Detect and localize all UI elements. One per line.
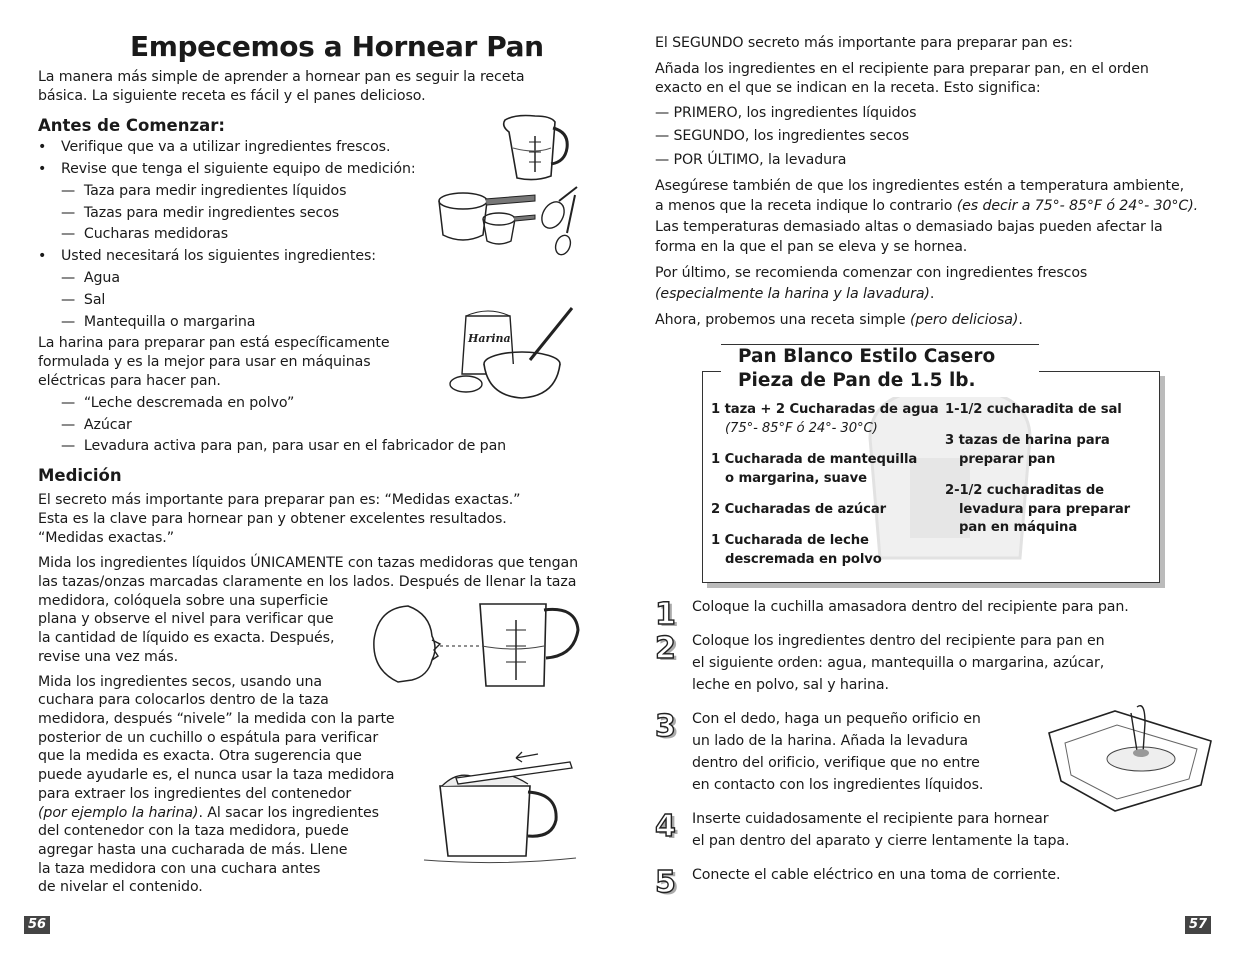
measure-line: de nivelar el contenido.: [38, 879, 203, 895]
ingredient-item: Mantequilla o margarina: [83, 314, 256, 330]
recipe-ingredient: 2 Cucharadas de azúcar: [711, 502, 887, 517]
body-text-part: .: [929, 286, 935, 302]
intro-line: básica. La siguiente receta es fácil y el panes delicioso.: [38, 88, 426, 104]
step-text: Con el dedo, haga un pequeño orificio en: [692, 711, 981, 727]
step-text: leche en polvo, sal y harina.: [692, 677, 889, 693]
bullet-dot: •: [38, 248, 47, 264]
dash-item: — Tazas para medir ingredientes secos: [61, 205, 340, 221]
measure-line: que la medida es exacta. Otra sugerencia que: [38, 748, 362, 764]
step-number: 3: [655, 709, 676, 744]
measure-line: la taza medidora con una cuchara antes: [38, 861, 321, 877]
step-text: el siguiente orden: agua, mantequilla o margarina, azúcar,: [692, 655, 1105, 671]
dash-item: — Mantequilla o margarina: [61, 314, 256, 330]
step-text: Coloque la cuchilla amasadora dentro del recipiente para pan.: [692, 599, 1129, 615]
measure-line-rest: . Al sacar los ingredientes: [198, 805, 379, 821]
measure-line: cuchara para colocarlos dentro de la taza: [38, 692, 329, 708]
recipe-ingredient: 1 taza + 2 Cucharadas de agua: [711, 402, 939, 417]
body-text: El SEGUNDO secreto más importante para preparar pan es:: [655, 35, 1073, 51]
order-item: — POR ÚLTIMO, la levadura: [655, 152, 847, 168]
body-text-italic: (pero deliciosa): [909, 312, 1019, 328]
measure-line: plana y observe el nivel para verificar que: [38, 611, 334, 627]
recipe-ingredient-cont: levadura para preparar: [959, 502, 1131, 517]
ingredient-item: Azúcar: [83, 417, 132, 433]
step-text: Coloque los ingredientes dentro del recipiente para pan en: [692, 633, 1105, 649]
dash-item: — Cucharas medidoras: [61, 226, 229, 242]
body-text: exacto en el que se indican en la receta. Esto significa:: [655, 80, 1041, 96]
recipe-title-line: Pieza de Pan de 1.5 lb.: [738, 370, 976, 391]
step-number: 1: [655, 597, 676, 632]
recipe-ingredient-cont: descremada en polvo: [725, 552, 882, 567]
flour-note: eléctricas para hacer pan.: [38, 373, 221, 389]
bullet-text: Usted necesitará los siguientes ingredientes:: [61, 248, 376, 264]
measure-italic: (por ejemplo la harina): [38, 805, 199, 821]
measure-line: las tazas/onzas marcadas claramente en los lados. Después de llenar la taza: [38, 574, 577, 590]
body-text-part: Ahora, probemos una receta simple: [655, 312, 910, 328]
flour-note: La harina para preparar pan está específicamente: [38, 335, 390, 351]
recipe-ingredient: 3 tazas de harina para: [945, 433, 1110, 448]
body-text: forma en la que el pan se eleva y se hornea.: [655, 239, 968, 255]
flour-bag-label: Harina: [468, 332, 511, 345]
body-text: [655, 197, 1198, 216]
equipment-item: Tazas para medir ingredientes secos: [83, 205, 340, 221]
recipe-ingredient-cont: preparar pan: [959, 452, 1056, 467]
flour-and-mixing-bowl-illustration: [422, 304, 582, 404]
eye-level-measuring-illustration: [368, 600, 583, 692]
page-title: Empecemos a Hornear Pan: [130, 30, 544, 63]
measure-line: Mida los ingredientes secos, usando una: [38, 674, 323, 690]
measure-line: Mida los ingredientes líquidos ÚNICAMENTE con tazas medidoras que tengan: [38, 555, 579, 571]
measure-line: del contenedor con la taza medidora, puede: [38, 823, 349, 839]
dash-item: — Azúcar: [61, 417, 132, 433]
ingredient-item: “Leche descremada en polvo”: [83, 395, 295, 411]
equipment-item: Cucharas medidoras: [83, 226, 229, 242]
body-text-italic: (es decir a 75°- 85°F ó 24°- 30°C).: [956, 198, 1199, 214]
step-text: el pan dentro del aparato y cierre lentamente la tapa.: [692, 833, 1070, 849]
page-number: 57: [1185, 916, 1211, 934]
order-text: SEGUNDO, los ingredientes secos: [673, 128, 910, 144]
recipe-title-line: Pan Blanco Estilo Casero: [738, 346, 996, 367]
step-number: 2: [655, 631, 676, 666]
bullet-text: Revise que tenga el siguiente equipo de medición:: [61, 161, 416, 177]
recipe-ingredient: 1 Cucharada de leche: [711, 533, 869, 548]
body-text-italic: (especialmente la harina y la lavadura): [655, 286, 930, 302]
order-item: — PRIMERO, los ingredientes líquidos: [655, 105, 917, 121]
dash-item: — Taza para medir ingredientes líquidos: [61, 183, 347, 199]
body-text-part: a menos que la receta indique lo contrario: [655, 198, 957, 214]
measure-line: la cantidad de líquido es exacta. Después,: [38, 630, 335, 646]
step-number: 4: [655, 809, 676, 844]
measure-line: revise una vez más.: [38, 649, 179, 665]
order-item: — SEGUNDO, los ingredientes secos: [655, 128, 910, 144]
body-text: Por último, se recomienda comenzar con ingredientes frescos: [655, 265, 1088, 281]
step-text: un lado de la harina. Añada la levadura: [692, 733, 969, 749]
step-text: en contacto con los ingredientes líquidos.: [692, 777, 984, 793]
before-heading: Antes de Comenzar:: [38, 116, 225, 135]
liquid-measuring-cup-illustration: [495, 112, 575, 184]
measure-line: para extraer los ingredientes del contenedor: [38, 786, 352, 802]
measure-line: puede ayudarle es, el nunca usar la taza medidora: [38, 767, 395, 783]
step-text: Inserte cuidadosamente el recipiente para hornear: [692, 811, 1049, 827]
measure-line: agregar hasta una cucharada de más. Llene: [38, 842, 348, 858]
bullet-dot: •: [38, 161, 47, 177]
ingredient-item: Sal: [83, 292, 106, 308]
dash-item: — Levadura activa para pan, para usar en el fabricador de pan: [61, 438, 507, 454]
body-text: [655, 311, 1023, 330]
flour-note: formulada y es la mejor para usar en máquinas: [38, 354, 371, 370]
recipe-ingredient-cont: pan en máquina: [959, 520, 1078, 535]
ingredient-item: Agua: [83, 270, 120, 286]
measure-line: [38, 804, 379, 823]
body-text: Las temperaturas demasiado altas o demasiado bajas pueden afectar la: [655, 219, 1163, 235]
bread-pan-yeast-illustration: [1045, 703, 1215, 815]
recipe-title: [738, 345, 995, 393]
recipe-ingredient: 1-1/2 cucharadita de sal: [945, 402, 1122, 417]
order-text: POR ÚLTIMO, la levadura: [673, 152, 847, 168]
measure-line: posterior de un cuchillo o espátula para verificar: [38, 730, 379, 746]
bullet-dot: •: [38, 139, 47, 155]
step-text: dentro del orificio, verifique que no entre: [692, 755, 980, 771]
bullet-text: Verifique que va a utilizar ingredientes frescos.: [61, 139, 391, 155]
recipe-ingredient-note: (75°- 85°F ó 24°- 30°C): [725, 421, 878, 436]
dry-measuring-cups-illustration: [435, 185, 580, 260]
measure-line: “Medidas exactas.”: [38, 530, 174, 546]
step-text: Conecte el cable eléctrico en una toma de corriente.: [692, 867, 1061, 883]
dash-item: — Agua: [61, 270, 120, 286]
measure-heading: Medición: [38, 466, 122, 485]
body-text: [655, 285, 934, 304]
measure-line: medidora, colóquela sobre una superficie: [38, 593, 329, 609]
dash-item: — “Leche descremada en polvo”: [61, 395, 295, 411]
measure-line: El secreto más importante para preparar pan es: “Medidas exactas.”: [38, 492, 521, 508]
body-text: Asegúrese también de que los ingredientes estén a temperatura ambiente,: [655, 178, 1184, 194]
body-text-part: .: [1018, 312, 1023, 328]
step-number: 5: [655, 865, 676, 900]
measure-line: Esta es la clave para hornear pan y obtener excelentes resultados.: [38, 511, 507, 527]
body-text: Añada los ingredientes en el recipiente para preparar pan, en el orden: [655, 61, 1149, 77]
ingredient-item: Levadura activa para pan, para usar en el fabricador de pan: [83, 438, 507, 454]
recipe-ingredient-cont: o margarina, suave: [725, 471, 867, 486]
leveling-dry-cup-illustration: [420, 748, 580, 866]
measure-line: medidora, después “nivele” la medida con la parte: [38, 711, 395, 727]
dash-item: — Sal: [61, 292, 106, 308]
order-text: PRIMERO, los ingredientes líquidos: [673, 105, 917, 121]
equipment-item: Taza para medir ingredientes líquidos: [83, 183, 347, 199]
recipe-ingredient: 2-1/2 cucharaditas de: [945, 483, 1105, 498]
intro-line: La manera más simple de aprender a hornear pan es seguir la receta: [38, 69, 525, 85]
recipe-ingredient: 1 Cucharada de mantequilla: [711, 452, 918, 467]
page-number: 56: [24, 916, 50, 934]
